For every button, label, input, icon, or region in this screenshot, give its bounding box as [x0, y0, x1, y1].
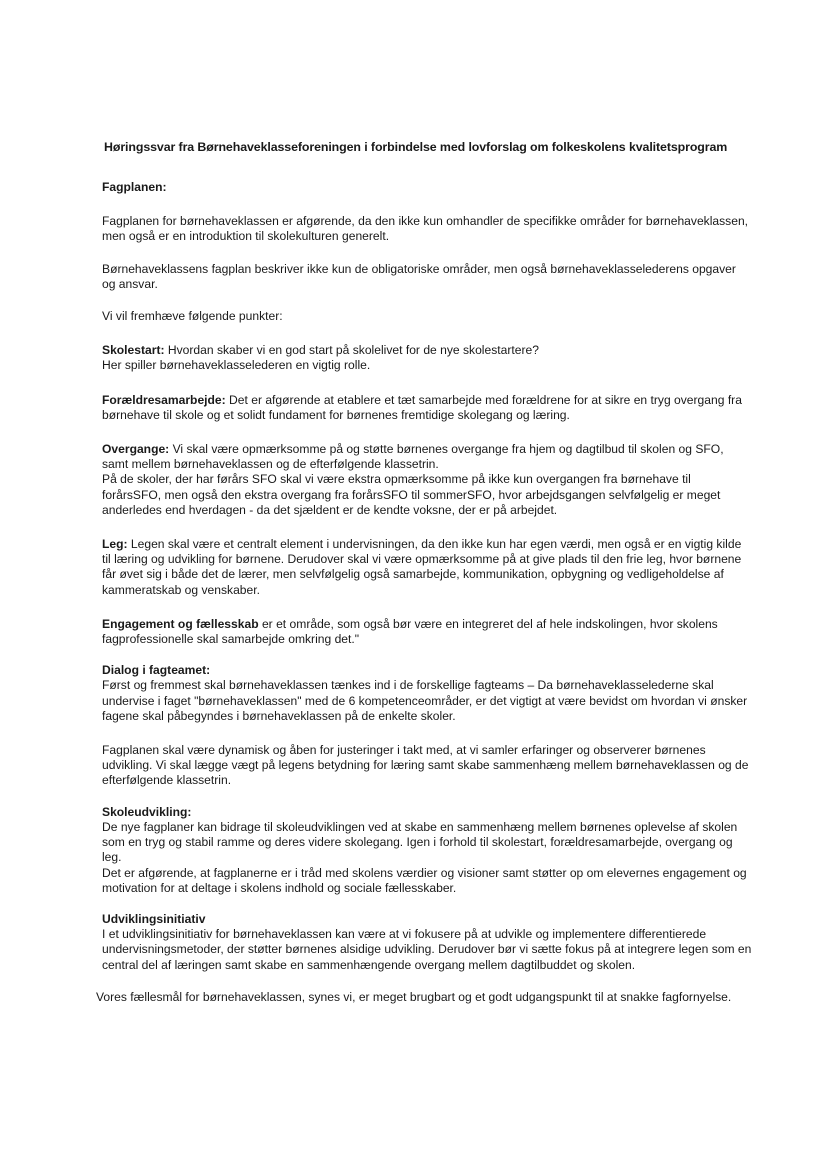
point-text: Vi skal være opmærksomme på og støtte børnenes overgange fra hjem og dagtilbud til skolen og SFO, samt mellem børnehaveklassen og de efterfølgende klassetrin. — [102, 442, 724, 472]
point-text: Legen skal være et centralt element i undervisningen, da den ikke kun har egen værdi, men også er en vigtig kilde til læring og udvikling for børnene. Derudover skal vi være opmærksomme på at give plads til den frie leg, hvor børnene får øvet sig i både det de lærer, men selvfølgelig også samarbejde, kommunikation, opbygning og vedligeholdelse af kammeratskab og venskaber. — [102, 537, 742, 597]
point-text: er et område, som også bør være en integreret del af hele indskolingen, hvor skolens fagprofessionelle skal samarbejde omkring det." — [102, 616, 718, 647]
paragraph: Fagplanen for børnehaveklassen er afgørende, da den ikke kun omhandler de specifikke områder for børnehaveklassen, men også er en introduktion til skolekulturen generelt. — [102, 214, 749, 244]
point-text: Hvordan skaber vi en god start på skolelivet for de nye skolestartere? — [164, 343, 539, 358]
point-foraeldresamarbejde — [102, 393, 752, 423]
point-engagement — [102, 617, 752, 647]
closing-paragraph: Vores fællesmål for børnehaveklassen, synes vi, er meget brugbart og et godt udgangspunkt til at snakke fagfornyelse. — [96, 990, 732, 1004]
document-body — [102, 180, 752, 973]
point-lead: Engagement og fællesskab — [102, 616, 259, 631]
point-lead: Forældresamarbejde: — [102, 392, 226, 407]
paragraph: Fagplanen skal være dynamisk og åben for justeringer i takt med, at vi samler erfaringer og observerer børnenes udvikling. Vi skal lægge vægt på legens betydning for læring samt skabe sammenhæng mellem børnehaveklassen og de efterfølgende klassetrin. — [102, 743, 749, 788]
point-lead: Leg: — [102, 537, 128, 552]
paragraph: Her spiller børnehaveklasselederen en vigtig rolle. — [102, 358, 371, 373]
point-overgange — [102, 442, 752, 472]
point-lead: Overgange: — [102, 442, 170, 457]
paragraph: På de skoler, der har førårs SFO skal vi være ekstra opmærksomme på ikke kun overgangen fra børnehave til forårsSFO, men også den ekstra overgang fra forårsSFO til sommerSFO, hvor arbejdsgangen selvfølgelig er meget anderledes end hverdagen - da det sjældent er de kendte voksne, der er på arbejdet. — [102, 472, 721, 517]
section-heading-skoleudvikling: Skoleudvikling: — [102, 804, 192, 819]
section-heading-fagplanen: Fagplanen: — [102, 180, 167, 194]
point-text: Det er afgørende at etablere et tæt samarbejde med forældrene for at sikre en tryg overgang fra børnehave til skole og et solidt fundament for børnenes fremtidige skolegang og læring. — [102, 392, 742, 422]
section-heading-udviklingsinitiativ: Udviklingsinitiativ — [102, 911, 206, 926]
paragraph: De nye fagplaner kan bidrage til skoleudviklingen ved at skabe en sammenhæng mellem børnenes oplevelse af skolen som en tryg og stabil ramme og deres videre skolegang. Igen i forhold til skolestart, forældresamarbejde, overgang og leg. — [102, 819, 738, 865]
paragraph: Først og fremmest skal børnehaveklassen tænkes ind i de forskellige fagteams – Da børnehaveklasselederne skal undervise i faget "børnehaveklassen" med de 6 kompetenceområder, er det vigtigt at være bevidst om hvordan vi ønsker fagene skal påbegyndes i børnehaveklassen på de enkelte skoler. — [102, 678, 748, 723]
point-leg — [102, 537, 752, 598]
document-title: Høringssvar fra Børnehaveklasseforeningen i forbindelse med lovforslag om folkeskolens kvalitetsprogram — [104, 140, 728, 154]
point-lead: Skolestart: — [102, 343, 165, 358]
paragraph: Det er afgørende, at fagplanerne er i tråd med skolens værdier og visioner samt støtter op om elevernes engagement og motivation for at deltage i skolens indhold og sociale fællesskaber. — [102, 865, 747, 895]
paragraph: Vi vil fremhæve følgende punkter: — [102, 309, 283, 324]
paragraph: Børnehaveklassens fagplan beskriver ikke kun de obligatoriske områder, men også børnehaveklasselederens opgaver og ansvar. — [102, 261, 736, 291]
section-heading-dialog: Dialog i fagteamet: — [102, 663, 211, 678]
point-skolestart — [102, 343, 752, 358]
paragraph: I et udviklingsinitiativ for børnehaveklassen kan være at vi fokusere på at udvikle og implementere differentierede undervisningsmetoder, der støtter børnenes alsidige udvikling. Derudover bør vi sætte fokus på at integrere legen som en central del af læringen samt skabe en sammenhængende overgang mellem dagtilbuddet og skolen. — [102, 927, 752, 972]
